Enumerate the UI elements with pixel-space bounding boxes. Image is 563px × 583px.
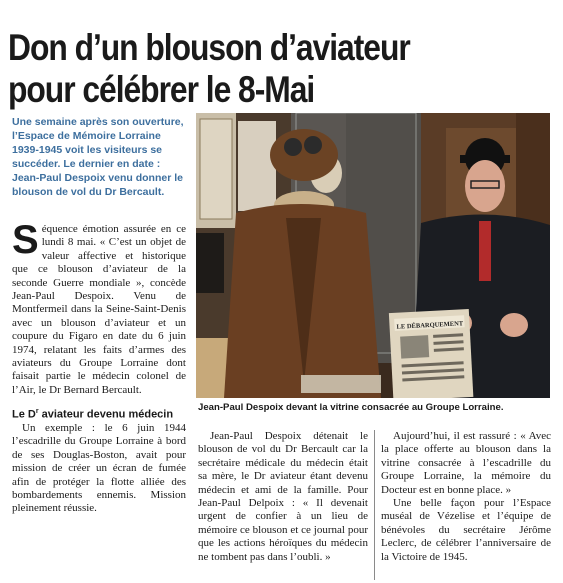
opening-paragraph	[12, 218, 186, 397]
article-column-1	[12, 218, 186, 516]
newspaper-headline: LE DÉBARQUEMENT	[396, 320, 464, 331]
column-3-paragraph-2: Une belle façon pour l’Espace muséal de Vézelise et l’équipe de bénévoles du secrétaire Jérôme Leclerc, de célébrer l’anniversaire de la Victoire de 1945.	[381, 497, 551, 563]
opening-text: équence émotion assurée en ce lundi 8 mai. « C’est un objet de valeur affective et historique que ce blouson d’aviateur de la seconde Guerre mondiale », concède Jean-Paul Despoix. Venu de Montfermeil dans la Seine-Saint-Denis avec un blouson d’aviateur et un coupure du Figaro en date du 6 juin 1974, relatant les faits d’armes des aviateurs du Groupe Lorraine dont faisait partie le médecin colonel de l’Air, le Dr Bernard Bercault.	[12, 223, 186, 396]
photo-caption: Jean-Paul Despoix devant la vitrine consacrée au Groupe Lorraine.	[198, 402, 504, 413]
subheading-text-start: Le D	[12, 408, 36, 421]
headline-line-1: Don d’un blouson d’aviateur	[8, 26, 410, 68]
article-photo	[196, 113, 550, 398]
column-divider	[374, 430, 375, 580]
subheading	[12, 405, 186, 422]
subheading-text-end: aviateur devenu médecin	[38, 408, 174, 421]
column-3-paragraph-1: Aujourd’hui, il est rassuré : « Avec la place offerte au blouson dans la vitrine consacrée à l’escadrille du Groupe Lorraine, la mémoire du Docteur est en bonne place. »	[381, 430, 551, 496]
article-column-2	[198, 430, 368, 564]
example-paragraph: Un exemple : le 6 juin 1944 l’escadrille du Groupe Lorraine à bord de ses Douglas-Boston, avait pour mission de créer un écran de fumée afin de protéger la flotte alliée des bombardements ennemis. Mission pleinement réussie.	[12, 421, 186, 515]
photo-illustration	[196, 113, 550, 398]
article-column-3	[381, 430, 551, 564]
headline	[8, 27, 481, 111]
subheading-superscript: r	[35, 408, 39, 416]
headline-line-2: pour célébrer le 8-Mai	[8, 68, 315, 110]
column-2-paragraph: Jean-Paul Despoix détenait le blouson de vol du Dr Bercault car la secrétaire médicale du médecin était sa mère, le Dr aviateur étant devenu médecin et ami de la famille. Pour Jean-Paul Delpoix : « Il devenait urgent de confier à un lieu de mémoire ce blouson et ce journal pour que les actions héroïques du médecin ne tombent pas dans l’oubli. »	[198, 430, 368, 563]
lead-paragraph: Une semaine après son ouverture, l’Espace de Mémoire Lorraine 1939-1945 voit les visiteurs se succéder. Le dernier en date : Jean-Paul Despoix venu donner le blouson de vol du Dr Bercault.	[12, 116, 184, 198]
drop-cap: S	[12, 218, 39, 262]
